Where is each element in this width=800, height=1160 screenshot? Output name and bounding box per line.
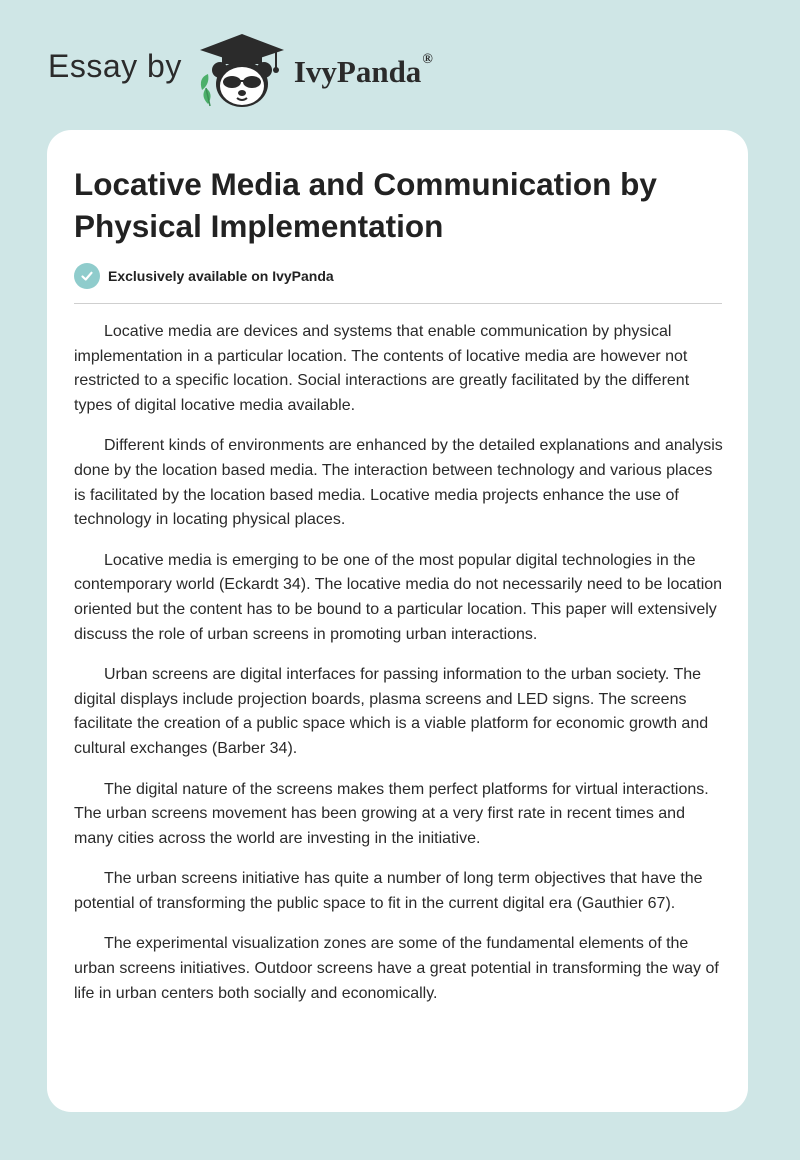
essay-card [47,130,748,1112]
site-header [48,30,433,110]
brand-name[interactable]: IvyPanda® [293,52,433,89]
paragraph: Different kinds of environments are enhanced by the detailed explanations and analysis done by the location based media. The interaction between technology and various places is facilitated by the location based media. Locative media projects enhance the use of technology in locating physical places. [74,437,723,529]
essay-title: Locative Media and Communication by Physical Implementation [74,166,657,244]
exclusive-badge [74,263,334,289]
registered-mark: ® [422,52,433,67]
paragraph: Locative media is emerging to be one of the most popular digital technologies in the contemporary world (Eckardt 34). The locative media do not necessarily need to be location oriented but the content has to be bound to a particular location. This paper will extensively discuss the role of urban screens in promoting urban interactions. [74,551,723,643]
paragraph: Locative media are devices and systems that enable communication by physical implementation in a particular location. The contents of locative media are however not restricted to a specific location. Social interactions are greatly facilitated by the different types of digital locative media available. [74,323,690,414]
essay-body [74,320,724,1022]
divider [74,303,722,304]
paragraph: The urban screens initiative has quite a number of long term objectives that have the potential of transforming the public space to fit in the current digital era (Gauthier 67). [74,870,703,912]
paragraph: The experimental visualization zones are some of the fundamental elements of the urban screens initiatives. Outdoor screens have a great potential in transforming the way of life in urban centers both socially and economically. [74,935,719,1002]
paragraph: The digital nature of the screens makes them perfect platforms for virtual interactions. The urban screens movement has been growing at a very first rate in recent times and many cities across the world are investing in the initiative. [74,780,709,847]
panda-graduate-icon[interactable] [196,30,288,110]
exclusive-label: Exclusively available on IvyPanda [108,268,334,284]
essay-by-label: Essay by [48,47,182,84]
paragraph: Urban screens are digital interfaces for passing information to the urban society. The digital displays include projection boards, plasma screens and LED signs. The screens facilitate the creation of a public space which is a viable platform for economic growth and cultural exchanges (Barber 34). [74,666,709,757]
check-circle-icon [74,263,100,289]
